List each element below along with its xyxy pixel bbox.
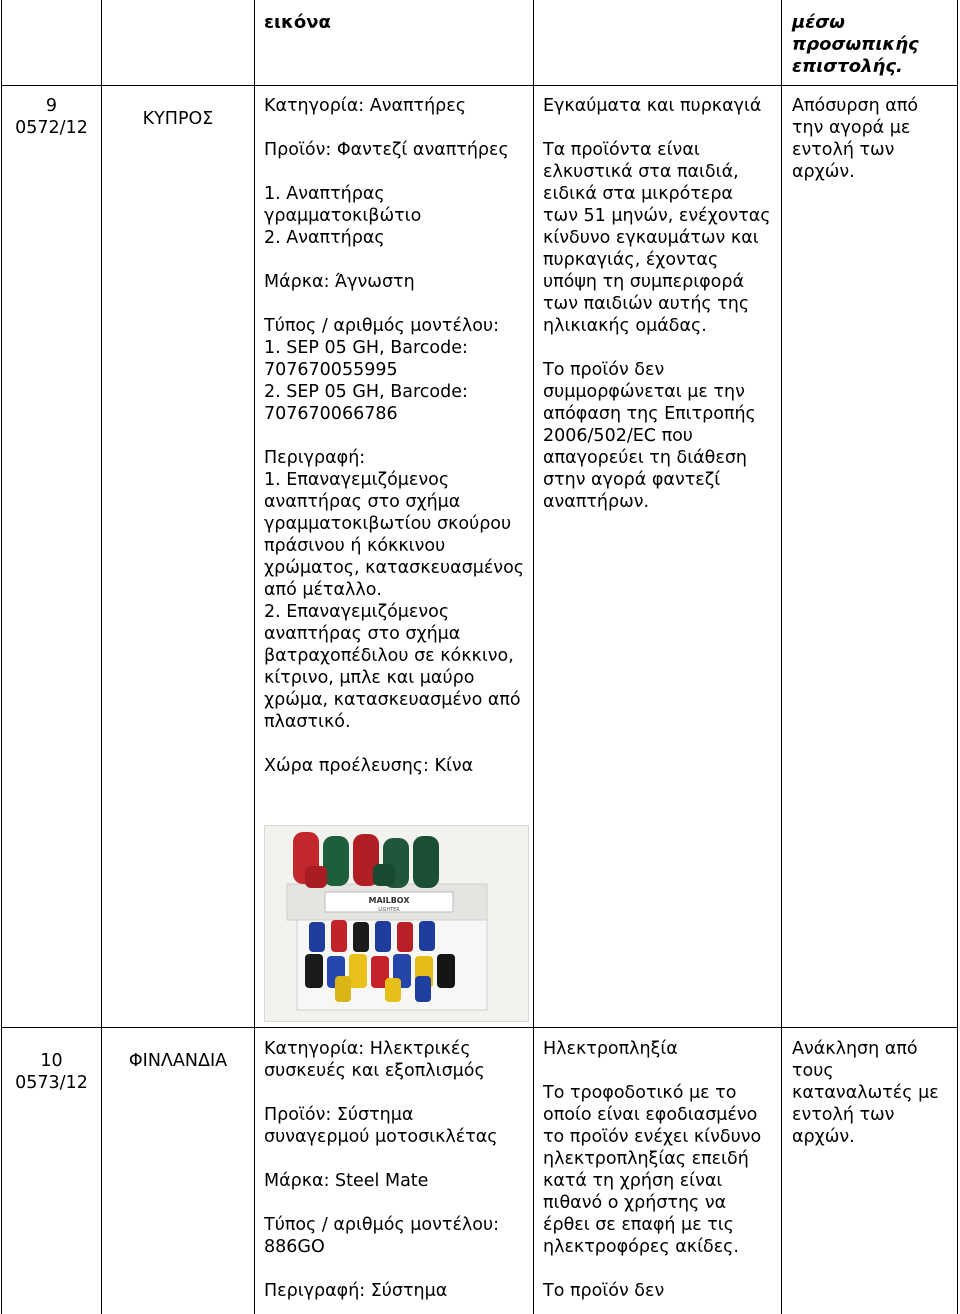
model-item-1: 1. SEP 05 GH, Barcode: 707670055995 (264, 338, 468, 380)
col-divider-2 (254, 0, 255, 1314)
row-9-product-cell (264, 95, 528, 777)
col-divider-3 (533, 0, 534, 1314)
description-heading: Περιγραφή: Σύστημα (264, 1281, 448, 1301)
product-photo (264, 825, 529, 1022)
row-10-risk-cell (543, 1038, 778, 1302)
model-heading: Τύπος / αριθμός μοντέλου: (264, 316, 499, 336)
header-image-column: εικόνα (264, 12, 331, 33)
row-9-risk-cell (543, 95, 771, 513)
risk-description: Το τροφοδοτικό με το οποίο είναι εφοδιασμένο το προϊόν ενέχει κίνδυνο ηλεκτροπληξίας επειδή κατά τη χρήση είναι πιθανό ο χρήστης να έρθει σε επαφή με τις ηλεκτροφόρες ακίδες. (543, 1083, 762, 1257)
photo-label-1: MAILBOX (368, 896, 410, 905)
product-category: Κατηγορία: Ηλεκτρικές συσκευές και εξοπλισμός (264, 1039, 485, 1081)
col-divider-1 (101, 0, 102, 1314)
product-brand: Μάρκα: Άγνωστη (264, 272, 415, 292)
notification-number: 9 (45, 96, 58, 116)
model-item-2: 2. SEP 05 GH, Barcode: 707670066786 (264, 382, 468, 424)
risk-compliance: Το προϊόν δεν (543, 1281, 665, 1301)
product-brand: Μάρκα: Steel Mate (264, 1171, 429, 1191)
product-name: Προϊόν: Φαντεζί αναπτήρες (264, 140, 509, 160)
notification-number: 10 (40, 1051, 63, 1071)
row-10-product-cell (264, 1038, 526, 1302)
photo-label-2: LIGHTER (378, 907, 400, 913)
notification-reference: 0572/12 (15, 118, 88, 138)
product-category: Κατηγορία: Αναπτήρες (264, 96, 467, 116)
country-name: ΦΙΝΛΑΝΔΙΑ (128, 1051, 228, 1071)
model-heading: Τύπος / αριθμός μοντέλου: 886GO (264, 1215, 499, 1257)
measure-text: Απόσυρση από την αγορά με εντολή των αρχών. (792, 96, 919, 182)
product-item-2: 2. Αναπτήρας (264, 228, 385, 248)
row-10-measure-cell (792, 1038, 942, 1148)
risk-type: Ηλεκτροπληξία (543, 1039, 678, 1059)
row-divider (1, 1027, 958, 1028)
row-9-country-cell (102, 108, 254, 130)
product-name: Προϊόν: Σύστημα συναγερμού μοτοσικλέτας (264, 1105, 498, 1147)
row-9-measure-cell (792, 95, 942, 183)
risk-type: Εγκαύματα και πυρκαγιά (543, 96, 762, 116)
description-item-2: 2. Επαναγεμιζόμενος αναπτήρας στο σχήμα βατραχοπέδιλου σε κόκκινο, κίτρινο, μπλε και μαύρο χρώμα, κατασκευασμένο από πλαστικό. (264, 602, 521, 732)
country-of-origin: Χώρα προέλευσης: Κίνα (264, 756, 474, 776)
notification-reference: 0573/12 (15, 1073, 88, 1093)
table-border-left (1, 0, 2, 1314)
header-row-divider (1, 85, 958, 86)
row-9-number-cell (2, 95, 101, 139)
risk-description: Τα προϊόντα είναι ελκυστικά στα παιδιά, ειδικά στα μικρότερα των 51 μηνών, ενέχοντας κίνδυνο εγκαυμάτων και πυρκαγιάς, έχοντας υπόψη τη συμπεριφορά των παιδιών αυτής της ηλικιακής ομάδας. (543, 140, 771, 336)
mailbox-lighters (293, 832, 439, 888)
lighters-illustration (265, 826, 528, 1021)
description-item-1: 1. Επαναγεμιζόμενος αναπτήρας στο σχήμα γραμματοκιβωτίου σκούρου πράσινου ή κόκκινου χρώματος, κατασκευασμένος από μέταλλο. (264, 470, 525, 600)
description-heading: Περιγραφή: (264, 448, 366, 468)
row-10-number-cell (2, 1050, 101, 1094)
country-name: ΚΥΠΡΟΣ (142, 109, 214, 129)
col-divider-4 (781, 0, 782, 1314)
row-10-country-cell (102, 1050, 254, 1072)
table-border-right (957, 0, 958, 1314)
risk-compliance: Το προϊόν δεν συμμορφώνεται με την απόφαση της Επιτροπής 2006/502/ΕC που απαγορεύει τη διάθεση στην αγορά φαντεζί αναπτήρων. (543, 360, 756, 512)
measure-text: Ανάκληση από τους καταναλωτές με εντολή των αρχών. (792, 1039, 939, 1147)
product-item-1: 1. Αναπτήρας γραμματοκιβώτιο (264, 184, 422, 226)
header-measure-column: μέσω προσωπικής επιστολής. (792, 12, 919, 77)
